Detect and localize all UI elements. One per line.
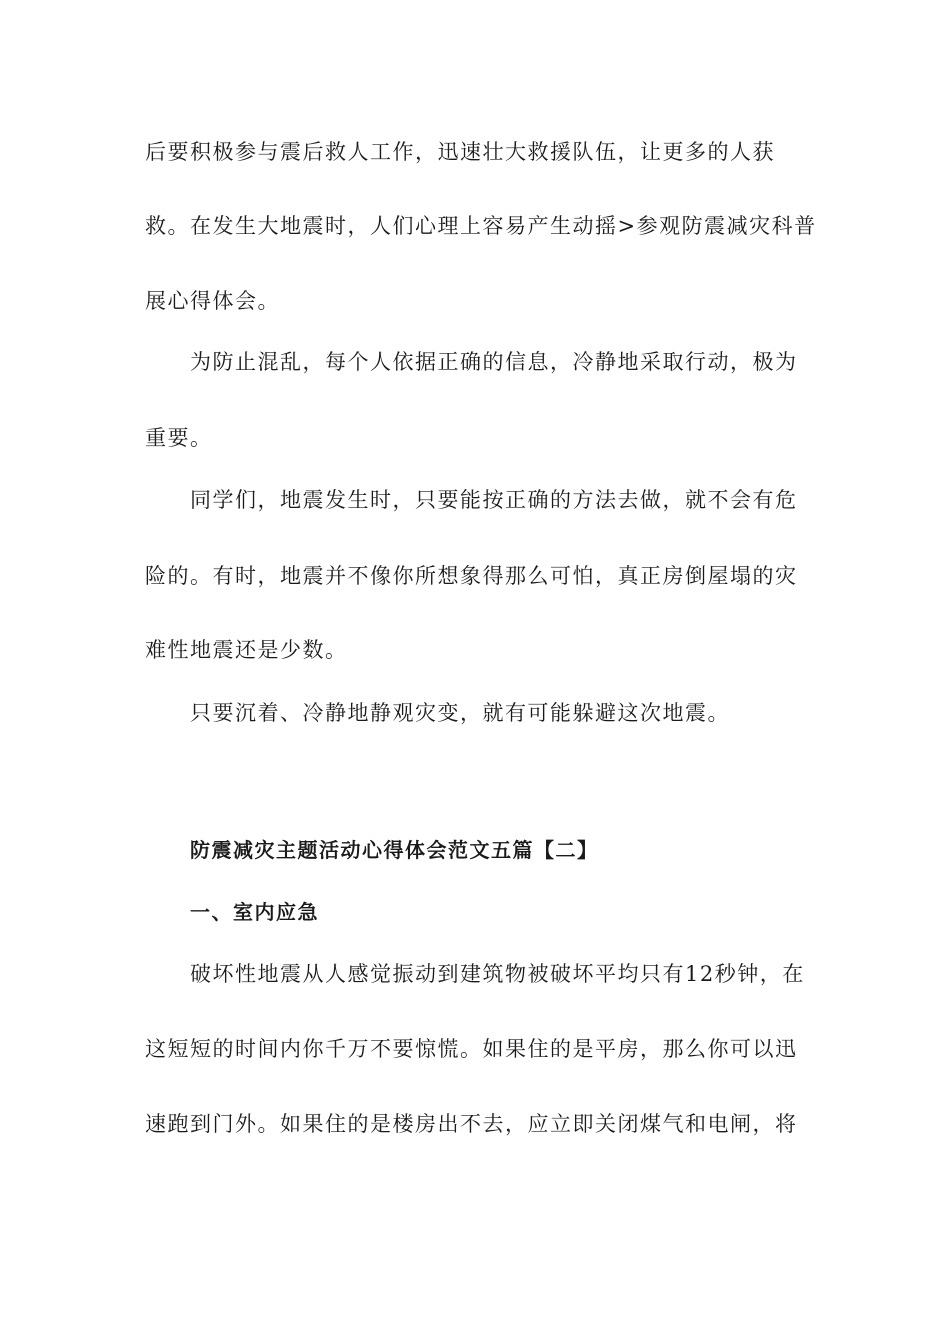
paragraph-line: 险的。有时，地震并不像你所想象得那么可怕，真正房倒屋塌的灾 — [145, 564, 798, 588]
paragraph-line: 这短短的时间内你千万不要惊慌。如果住的是平房，那么你可以迅 — [145, 1037, 798, 1061]
paragraph-line: 难性地震还是少数。 — [145, 638, 348, 662]
paragraph-line: 破坏性地震从人感觉振动到建筑物被破坏平均只有12秒钟，在 — [190, 962, 805, 986]
paragraph-line: 同学们，地震发生时，只要能按正确的方法去做，就不会有危 — [190, 488, 798, 512]
paragraph-line: 救。在发生大地震时，人们心理上容易产生动摇>参观防震减灾科普 — [145, 214, 817, 238]
paragraph-line: 为防止混乱，每个人依据正确的信息，冷静地采取行动，极为 — [190, 350, 798, 374]
paragraph-line: 后要积极参与震后救人工作，迅速壮大救援队伍，让更多的人获 — [145, 140, 775, 164]
paragraph-line: 只要沉着、冷静地静观灾变，就有可能躲避这次地震。 — [190, 701, 730, 725]
paragraph-line: 重要。 — [145, 426, 213, 450]
section-title: 防震减灾主题活动心得体会范文五篇【二】 — [190, 838, 599, 862]
paragraph-line: 展心得体会。 — [145, 289, 280, 313]
subsection-heading: 一、室内应急 — [190, 900, 319, 924]
paragraph-line: 速跑到门外。如果住的是楼房出不去，应立即关闭煤气和电闸，将 — [145, 1112, 798, 1136]
